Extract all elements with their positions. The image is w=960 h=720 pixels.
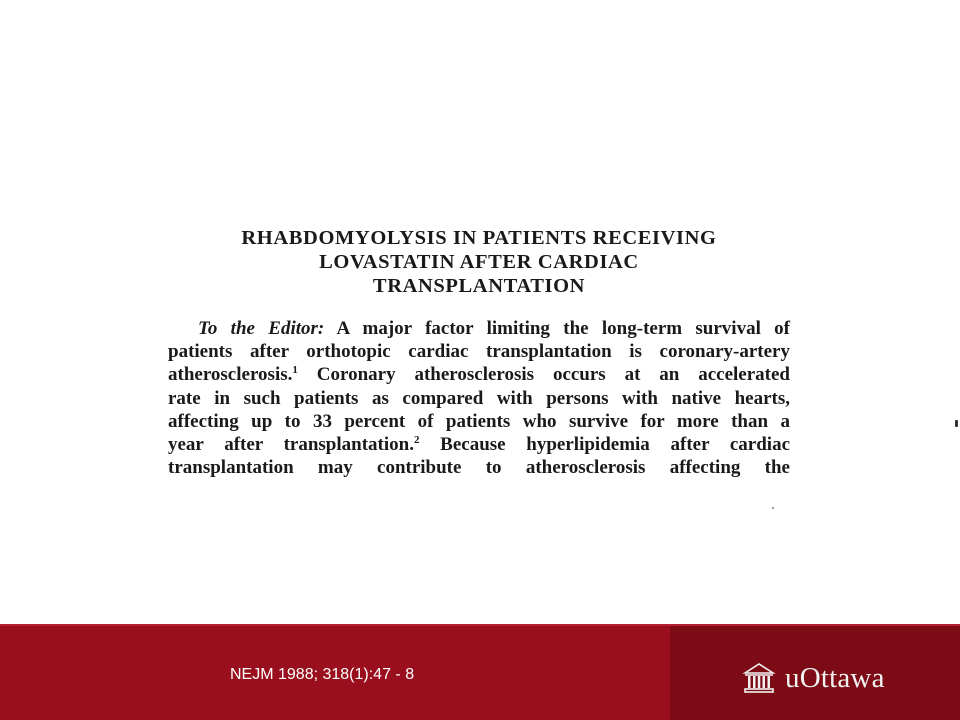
article-body-line-2: patients after orthotopic cardiac transplantation is coronary-artery [168, 341, 790, 363]
body-text-6a: year after transplantation. [168, 434, 414, 456]
salutation: To the Editor: [198, 318, 325, 339]
body-text-3b: Coronary atherosclerosis occurs at an accelerated [316, 364, 791, 386]
body-text-6b: Because hyperlipidemia after cardiac [440, 434, 791, 456]
article-body [168, 317, 790, 479]
footer-bar [0, 624, 960, 720]
scan-speck-small [772, 507, 774, 509]
article-title-line-2: LOVASTATIN AFTER CARDIAC [319, 251, 639, 273]
reference-1: 1 [292, 364, 298, 377]
footer-top-rule [0, 624, 960, 626]
article-title-line-3: TRANSPLANTATION [372, 275, 586, 297]
article-body-line-3 [168, 363, 790, 386]
article-clipping [168, 226, 790, 479]
logo-text: uOttawa [785, 661, 885, 694]
body-text-3a: atherosclerosis. [168, 364, 293, 386]
article-title-line-1: RHABDOMYOLYSIS IN PATIENTS RECEIVING [241, 227, 717, 249]
scan-speck [955, 420, 958, 427]
article-body-line-4: rate in such patients as compared with persons with native hearts, [168, 387, 790, 409]
citation-text: NEJM 1988; 318(1):47 - 8 [230, 666, 415, 683]
uottawa-logo [742, 658, 885, 698]
university-building-icon [742, 661, 776, 695]
reference-2: 2 [413, 434, 420, 447]
article-body-line-5: affecting up to 33 percent of patients who survive for more than a [168, 410, 790, 432]
body-text-1: A major factor limiting the long-term survival of [336, 318, 791, 339]
article-body-line-7: transplantation may contribute to atherosclerosis affecting the [168, 457, 790, 479]
article-body-line-1 [168, 317, 790, 340]
article-body-line-6 [168, 433, 790, 456]
article-title [168, 226, 790, 298]
